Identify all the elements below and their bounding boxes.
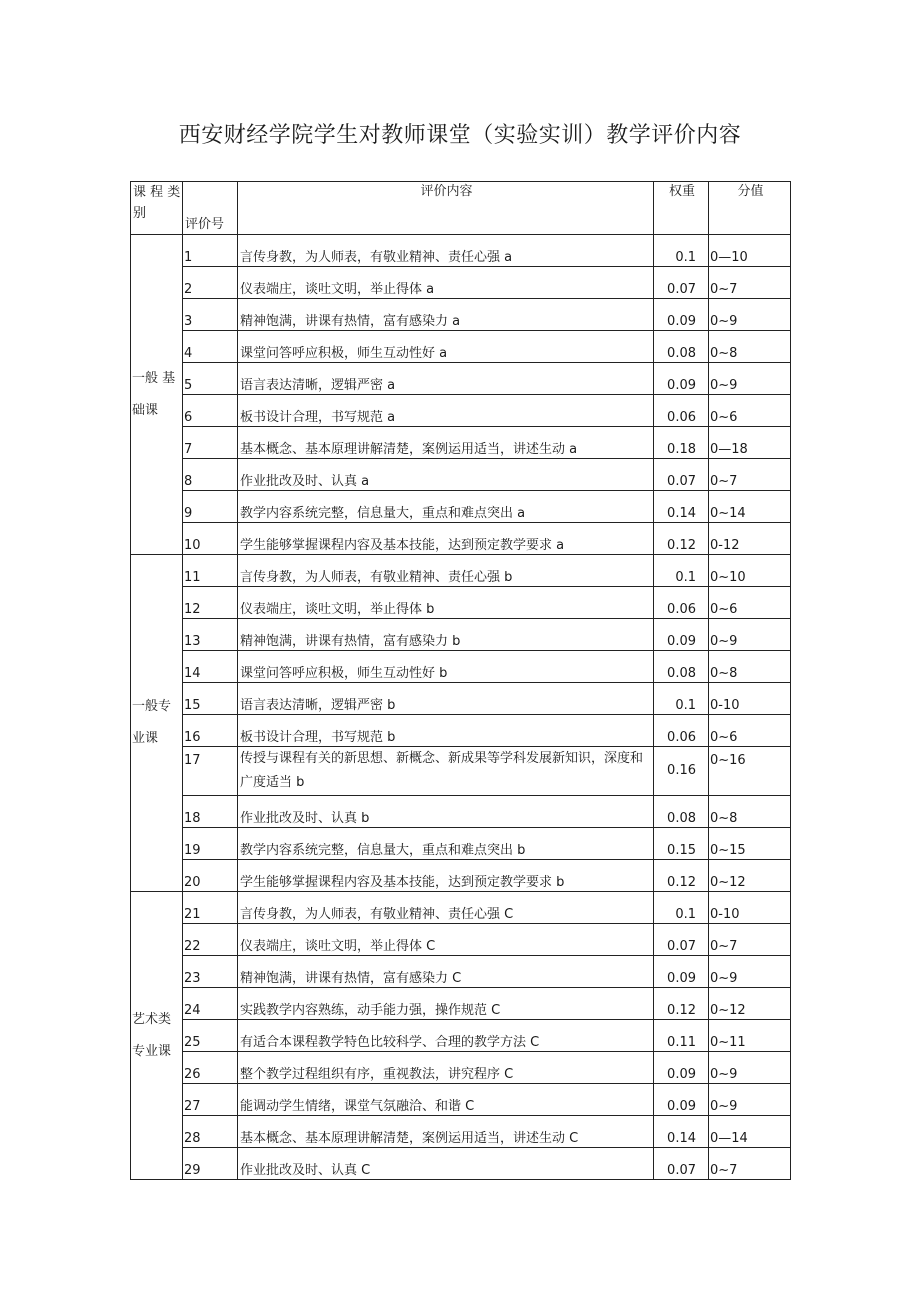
item-weight: 0.09: [654, 299, 709, 331]
item-number: 25: [183, 1020, 238, 1052]
item-weight: 0.06: [654, 715, 709, 747]
table-row: [131, 587, 791, 619]
table-row: [131, 892, 791, 924]
table-row: [131, 796, 791, 828]
header-score: 分值: [709, 182, 791, 235]
item-weight: 0.12: [654, 988, 709, 1020]
item-weight: 0.09: [654, 1084, 709, 1116]
item-content: 有适合本课程教学特色比较科学、合理的教学方法 C: [238, 1020, 654, 1052]
item-score: 0-10: [709, 683, 791, 715]
table-row: [131, 619, 791, 651]
item-content: 精神饱满，讲课有热情，富有感染力 C: [238, 956, 654, 988]
item-score: 0~9: [709, 363, 791, 395]
item-score: 0~7: [709, 924, 791, 956]
item-score: 0~6: [709, 587, 791, 619]
table-row: [131, 267, 791, 299]
item-score: 0~9: [709, 299, 791, 331]
item-weight: 0.07: [654, 924, 709, 956]
table-header-row: [131, 182, 791, 235]
item-content: 作业批改及时、认真 b: [238, 796, 654, 828]
table-row: [131, 683, 791, 715]
table-row: [131, 1020, 791, 1052]
item-weight: 0.1: [654, 892, 709, 924]
table-row: [131, 651, 791, 683]
item-weight: 0.08: [654, 796, 709, 828]
item-score: 0—10: [709, 235, 791, 267]
item-content: 教学内容系统完整，信息量大，重点和难点突出 b: [238, 828, 654, 860]
item-number: 17: [183, 747, 238, 796]
item-score: 0~12: [709, 988, 791, 1020]
item-content: 传授与课程有关的新思想、新概念、新成果等学科发展新知识，深度和广度适当 b: [238, 747, 654, 796]
item-score: 0—14: [709, 1116, 791, 1148]
item-number: 7: [183, 427, 238, 459]
item-number: 18: [183, 796, 238, 828]
table-row: [131, 924, 791, 956]
item-score: 0~14: [709, 491, 791, 523]
item-content: 板书设计合理，书写规范 a: [238, 395, 654, 427]
page-title: 西安财经学院学生对教师课堂（实验实训）教学评价内容: [178, 123, 742, 148]
item-weight: 0.07: [654, 267, 709, 299]
item-weight: 0.16: [654, 747, 709, 796]
item-weight: 0.1: [654, 555, 709, 587]
item-content: 仪表端庄，谈吐文明，举止得体 a: [238, 267, 654, 299]
item-content: 课堂问答呼应积极，师生互动性好 b: [238, 651, 654, 683]
table-row: [131, 1116, 791, 1148]
item-weight: 0.18: [654, 427, 709, 459]
item-score: 0~6: [709, 395, 791, 427]
item-weight: 0.11: [654, 1020, 709, 1052]
item-score: 0—18: [709, 427, 791, 459]
item-score: 0~9: [709, 1052, 791, 1084]
table-row: [131, 956, 791, 988]
item-number: 1: [183, 235, 238, 267]
item-score: 0~12: [709, 860, 791, 892]
table-row: [131, 459, 791, 491]
item-content: 教学内容系统完整，信息量大，重点和难点突出 a: [238, 491, 654, 523]
table-row: [131, 363, 791, 395]
item-content: 仪表端庄，谈吐文明，举止得体 C: [238, 924, 654, 956]
table-row: [131, 491, 791, 523]
item-weight: 0.09: [654, 956, 709, 988]
item-weight: 0.08: [654, 331, 709, 363]
item-score: 0~9: [709, 1084, 791, 1116]
item-number: 4: [183, 331, 238, 363]
item-weight: 0.09: [654, 619, 709, 651]
item-weight: 0.14: [654, 491, 709, 523]
course-category-cell: 一般 基础课: [131, 235, 183, 555]
table-row: [131, 715, 791, 747]
table-row: [131, 1084, 791, 1116]
item-number: 13: [183, 619, 238, 651]
item-weight: 0.12: [654, 523, 709, 555]
item-weight: 0.07: [654, 1148, 709, 1180]
table-row: [131, 860, 791, 892]
item-content: 仪表端庄，谈吐文明，举止得体 b: [238, 587, 654, 619]
header-weight: 权重: [654, 182, 709, 235]
item-weight: 0.06: [654, 395, 709, 427]
item-number: 12: [183, 587, 238, 619]
item-content: 精神饱满，讲课有热情，富有感染力 a: [238, 299, 654, 331]
item-content: 学生能够掌握课程内容及基本技能，达到预定教学要求 b: [238, 860, 654, 892]
item-weight: 0.07: [654, 459, 709, 491]
item-weight: 0.09: [654, 1052, 709, 1084]
table-row: [131, 828, 791, 860]
item-number: 6: [183, 395, 238, 427]
item-number: 20: [183, 860, 238, 892]
item-score: 0~8: [709, 651, 791, 683]
item-score: 0~7: [709, 1148, 791, 1180]
item-weight: 0.1: [654, 683, 709, 715]
item-content: 整个教学过程组织有序，重视教法，讲究程序 C: [238, 1052, 654, 1084]
item-score: 0~16: [709, 747, 791, 796]
table-row: [131, 331, 791, 363]
table-row: [131, 427, 791, 459]
item-number: 9: [183, 491, 238, 523]
item-score: 0-12: [709, 523, 791, 555]
header-category: 课 程 类 别: [131, 182, 183, 235]
item-content: 语言表达清晰，逻辑严密 a: [238, 363, 654, 395]
table-row: [131, 1148, 791, 1180]
item-weight: 0.1: [654, 235, 709, 267]
item-score: 0~7: [709, 459, 791, 491]
item-score: 0-10: [709, 892, 791, 924]
item-number: 21: [183, 892, 238, 924]
item-number: 2: [183, 267, 238, 299]
item-number: 19: [183, 828, 238, 860]
item-content: 语言表达清晰，逻辑严密 b: [238, 683, 654, 715]
table-row: [131, 1052, 791, 1084]
table-row: [131, 299, 791, 331]
item-weight: 0.14: [654, 1116, 709, 1148]
table-row: [131, 747, 791, 796]
item-content: 实践教学内容熟练，动手能力强，操作规范 C: [238, 988, 654, 1020]
item-content: 精神饱满，讲课有热情，富有感染力 b: [238, 619, 654, 651]
item-number: 24: [183, 988, 238, 1020]
table-row: [131, 395, 791, 427]
item-number: 29: [183, 1148, 238, 1180]
item-weight: 0.12: [654, 860, 709, 892]
table-row: [131, 988, 791, 1020]
item-score: 0~15: [709, 828, 791, 860]
item-score: 0~9: [709, 956, 791, 988]
item-content: 基本概念、基本原理讲解清楚，案例运用适当，讲述生动 C: [238, 1116, 654, 1148]
item-content: 能调动学生情绪，课堂气氛融洽、和谐 C: [238, 1084, 654, 1116]
header-number: 评价号: [183, 182, 238, 235]
item-score: 0~8: [709, 331, 791, 363]
item-content: 言传身教，为人师表，有敬业精神、责任心强 b: [238, 555, 654, 587]
item-content: 基本概念、基本原理讲解清楚，案例运用适当，讲述生动 a: [238, 427, 654, 459]
item-number: 14: [183, 651, 238, 683]
item-number: 3: [183, 299, 238, 331]
item-weight: 0.08: [654, 651, 709, 683]
item-number: 26: [183, 1052, 238, 1084]
item-content: 言传身教，为人师表，有敬业精神、责任心强 C: [238, 892, 654, 924]
item-number: 8: [183, 459, 238, 491]
item-score: 0~9: [709, 619, 791, 651]
item-number: 28: [183, 1116, 238, 1148]
table-row: [131, 555, 791, 587]
item-score: 0~7: [709, 267, 791, 299]
item-content: 学生能够掌握课程内容及基本技能，达到预定教学要求 a: [238, 523, 654, 555]
item-number: 16: [183, 715, 238, 747]
item-number: 10: [183, 523, 238, 555]
item-content: 板书设计合理，书写规范 b: [238, 715, 654, 747]
item-number: 5: [183, 363, 238, 395]
item-number: 11: [183, 555, 238, 587]
header-content: 评价内容: [238, 182, 654, 235]
table-row: [131, 235, 791, 267]
item-weight: 0.06: [654, 587, 709, 619]
item-score: 0~8: [709, 796, 791, 828]
course-category-cell: 一般专 业课: [131, 555, 183, 892]
item-number: 27: [183, 1084, 238, 1116]
evaluation-table: [130, 181, 791, 1180]
table-row: [131, 523, 791, 555]
item-content: 作业批改及时、认真 C: [238, 1148, 654, 1180]
item-score: 0~6: [709, 715, 791, 747]
item-number: 15: [183, 683, 238, 715]
item-content: 作业批改及时、认真 a: [238, 459, 654, 491]
item-number: 23: [183, 956, 238, 988]
item-weight: 0.15: [654, 828, 709, 860]
item-number: 22: [183, 924, 238, 956]
item-score: 0~10: [709, 555, 791, 587]
item-content: 课堂问答呼应积极，师生互动性好 a: [238, 331, 654, 363]
item-score: 0~11: [709, 1020, 791, 1052]
item-content: 言传身教，为人师表，有敬业精神、责任心强 a: [238, 235, 654, 267]
item-weight: 0.09: [654, 363, 709, 395]
course-category-cell: 艺术类 专业课: [131, 892, 183, 1180]
